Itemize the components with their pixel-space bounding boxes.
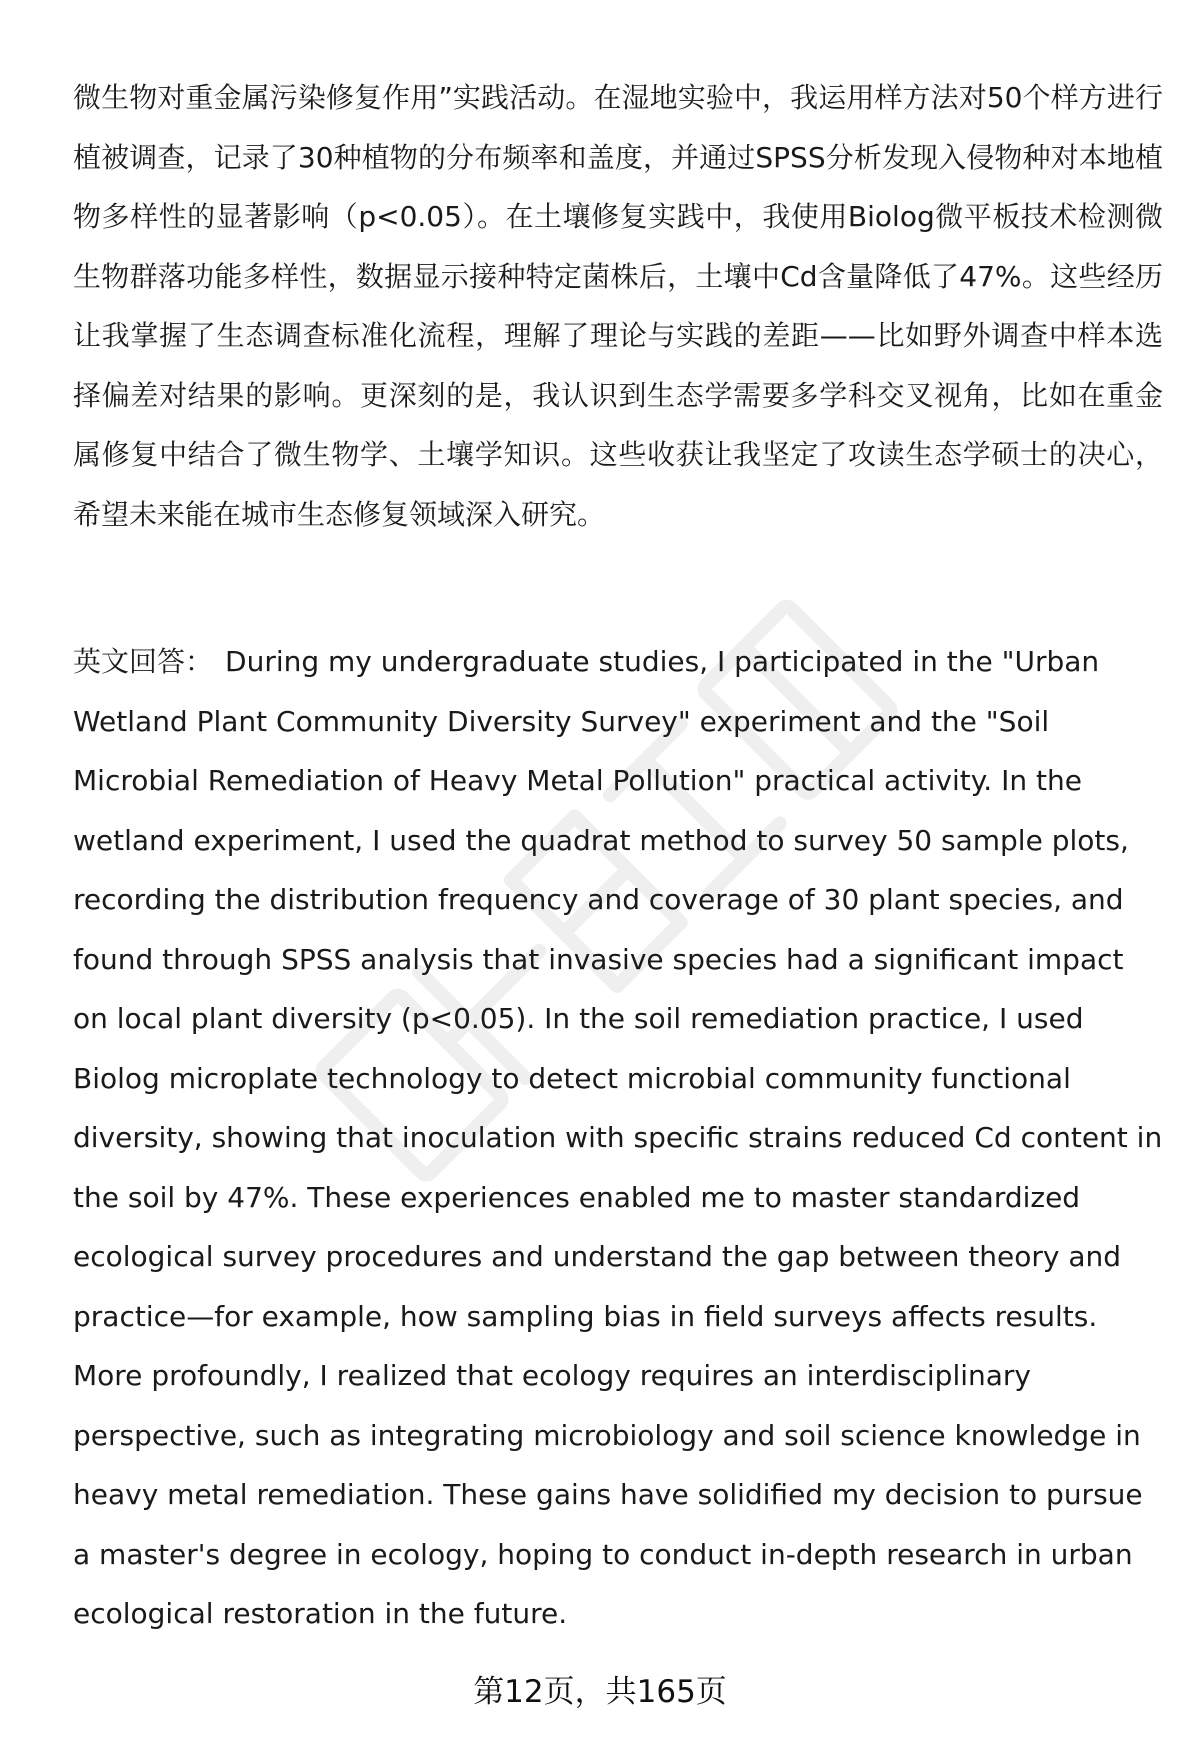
english-answer-paragraph: [73, 632, 1163, 1644]
english-answer-text: During my undergraduate studies, I participated in the "Urban Wetland Plant Community Diversity Survey" experiment and the "Soil Microbial Remediation of Heavy Metal Pollution" practical activity. In the wetland experiment, I used the quadrat method to survey 50 sample plots, recording the distribution frequency and coverage of 30 plant species, and found through SPSS analysis that invasive species had a significant impact on local plant diversity (p<0.05). In the soil remediation practice, I used Biolog microplate technology to detect microbial community functional diversity, showing that inoculation with specific strains reduced Cd content in the soil by 47%. These experiences enabled me to master standardized ecological survey procedures and understand the gap between theory and practice—for example, how sampling bias in field surveys affects results. More profoundly, I realized that ecology requires an interdisciplinary perspective, such as integrating microbiology and soil science knowledge in heavy metal remediation. These gains have solidified my decision to pursue a master's degree in ecology, hoping to conduct in-depth research in urban ecological restoration in the future.: [73, 645, 1163, 1630]
english-answer-label: 英文回答：: [73, 645, 214, 678]
page-number-footer: 第12页，共165页: [473, 1674, 727, 1710]
chinese-answer-paragraph: 微生物对重金属污染修复作用”实践活动。在湿地实验中，我运用样方法对50个样方进行植被调查，记录了30种植物的分布频率和盖度，并通过SPSS分析发现入侵物种对本地植物多样性的显著影响（p<0.05）。在土壤修复实践中，我使用Biolog微平板技术检测微生物群落功能多样性，数据显示接种特定菌株后，土壤中Cd含量降低了47%。这些经历让我掌握了生态调查标准化流程，理解了理论与实践的差距——比如野外调查中样本选择偏差对结果的影响。更深刻的是，我认识到生态学需要多学科交叉视角，比如在重金属修复中结合了微生物学、土壤学知识。这些收获让我坚定了攻读生态学硕士的决心，希望未来能在城市生态修复领域深入研究。: [73, 81, 1163, 531]
